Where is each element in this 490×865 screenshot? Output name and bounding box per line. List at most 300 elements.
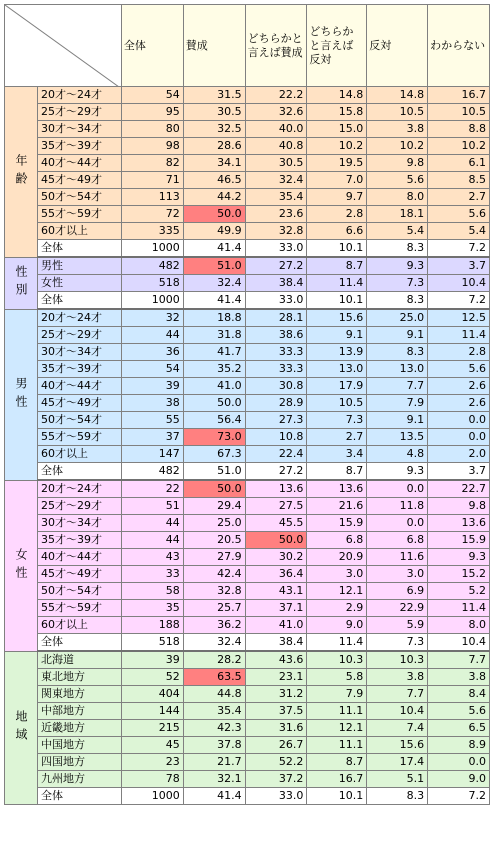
value-cell: 8.0 [428,617,490,634]
diagonal-line [5,5,119,87]
value-cell: 43.1 [245,583,307,600]
value-cell: 15.6 [307,309,367,327]
value-cell: 30.5 [183,104,245,121]
value-cell: 43.6 [245,651,307,669]
value-cell: 2.0 [428,446,490,463]
value-cell: 21.6 [307,498,367,515]
value-cell: 32.4 [183,634,245,652]
header-row [5,5,490,87]
value-cell: 42.4 [183,566,245,583]
row-label: 関東地方 [38,686,122,703]
value-cell: 5.6 [367,172,428,189]
value-cell: 9.1 [367,327,428,344]
value-cell: 54 [121,361,183,378]
value-cell: 41.4 [183,240,245,258]
value-cell: 52 [121,669,183,686]
value-cell: 82 [121,155,183,172]
value-cell: 13.6 [428,515,490,532]
survey-table-container [4,4,490,805]
value-cell: 23 [121,754,183,771]
value-cell: 2.6 [428,395,490,412]
value-cell: 8.7 [307,463,367,481]
row-label: 東北地方 [38,669,122,686]
value-cell: 25.7 [183,600,245,617]
value-cell: 22.2 [245,87,307,104]
table-row [5,104,490,121]
table-total-row [5,292,490,310]
value-cell: 9.7 [307,189,367,206]
value-cell: 215 [121,720,183,737]
value-cell: 14.8 [307,87,367,104]
table-row [5,566,490,583]
value-cell: 32.8 [183,583,245,600]
table-row [5,600,490,617]
table-total-row [5,240,490,258]
row-label: 全体 [38,463,122,481]
survey-table [4,4,490,805]
value-cell: 34.1 [183,155,245,172]
value-cell: 5.1 [367,771,428,788]
value-cell: 38.4 [245,275,307,292]
value-cell: 55 [121,412,183,429]
value-cell: 37.2 [245,771,307,788]
value-cell: 45.5 [245,515,307,532]
value-cell: 33.3 [245,344,307,361]
value-cell: 25.0 [367,309,428,327]
value-cell: 5.8 [307,669,367,686]
value-cell: 15.6 [367,737,428,754]
group-label-region: 地域 [5,651,38,805]
value-cell: 4.8 [367,446,428,463]
highlighted-cell: 50.0 [245,532,307,549]
value-cell: 36 [121,344,183,361]
value-cell: 11.8 [367,498,428,515]
value-cell: 44 [121,327,183,344]
value-cell: 7.7 [367,686,428,703]
value-cell: 15.9 [307,515,367,532]
value-cell: 13.9 [307,344,367,361]
row-label: 50才～54才 [38,412,122,429]
value-cell: 42.3 [183,720,245,737]
value-cell: 12.1 [307,720,367,737]
value-cell: 8.9 [428,737,490,754]
value-cell: 44 [121,532,183,549]
row-label: 50才～54才 [38,583,122,600]
value-cell: 11.4 [428,600,490,617]
value-cell: 36.2 [183,617,245,634]
table-row [5,155,490,172]
value-cell: 3.8 [367,669,428,686]
row-label: 60才以上 [38,617,122,634]
value-cell: 518 [121,275,183,292]
value-cell: 22 [121,480,183,498]
value-cell: 50.0 [183,395,245,412]
value-cell: 32.1 [183,771,245,788]
col-header-agree: 賛成 [183,5,245,87]
value-cell: 0.0 [367,515,428,532]
value-cell: 5.4 [367,223,428,240]
value-cell: 5.6 [428,703,490,720]
row-label: 全体 [38,788,122,805]
value-cell: 56.4 [183,412,245,429]
value-cell: 15.0 [307,121,367,138]
value-cell: 10.5 [428,104,490,121]
value-cell: 35 [121,600,183,617]
value-cell: 35.4 [183,703,245,720]
value-cell: 20.5 [183,532,245,549]
value-cell: 10.5 [307,395,367,412]
table-row [5,361,490,378]
table-row [5,737,490,754]
value-cell: 32.4 [183,275,245,292]
row-label: 55才～59才 [38,429,122,446]
value-cell: 9.8 [367,155,428,172]
row-label: 40才～44才 [38,155,122,172]
value-cell: 8.8 [428,121,490,138]
row-label: 25才～29才 [38,327,122,344]
value-cell: 9.1 [307,327,367,344]
value-cell: 27.5 [245,498,307,515]
value-cell: 10.3 [307,651,367,669]
value-cell: 32 [121,309,183,327]
table-row [5,275,490,292]
value-cell: 144 [121,703,183,720]
value-cell: 37.5 [245,703,307,720]
table-row [5,87,490,104]
col-header-disagree: 反対 [367,5,428,87]
value-cell: 10.3 [367,651,428,669]
value-cell: 7.3 [367,634,428,652]
value-cell: 10.2 [307,138,367,155]
value-cell: 7.3 [307,412,367,429]
value-cell: 3.0 [367,566,428,583]
value-cell: 10.2 [428,138,490,155]
value-cell: 7.2 [428,292,490,310]
value-cell: 11.4 [428,327,490,344]
value-cell: 72 [121,206,183,223]
value-cell: 30.8 [245,378,307,395]
table-row [5,446,490,463]
table-row [5,412,490,429]
row-label: 北海道 [38,651,122,669]
value-cell: 7.4 [367,720,428,737]
value-cell: 41.0 [245,617,307,634]
value-cell: 9.8 [428,498,490,515]
value-cell: 54 [121,87,183,104]
value-cell: 3.8 [428,669,490,686]
value-cell: 0.0 [428,754,490,771]
table-row [5,429,490,446]
table-body [5,87,490,805]
value-cell: 8.5 [428,172,490,189]
value-cell: 41.0 [183,378,245,395]
value-cell: 0.0 [367,480,428,498]
table-row [5,327,490,344]
value-cell: 39 [121,378,183,395]
value-cell: 49.9 [183,223,245,240]
value-cell: 25.0 [183,515,245,532]
value-cell: 11.6 [367,549,428,566]
value-cell: 33.3 [245,361,307,378]
value-cell: 5.9 [367,617,428,634]
value-cell: 0.0 [428,412,490,429]
row-label: 60才以上 [38,223,122,240]
value-cell: 518 [121,634,183,652]
value-cell: 9.3 [367,257,428,275]
row-label: 20才～24才 [38,480,122,498]
value-cell: 11.4 [307,634,367,652]
row-label: 60才以上 [38,446,122,463]
value-cell: 9.0 [428,771,490,788]
table-row [5,480,490,498]
row-label: 男性 [38,257,122,275]
value-cell: 17.4 [367,754,428,771]
row-label: 55才～59才 [38,206,122,223]
table-row [5,121,490,138]
value-cell: 15.2 [428,566,490,583]
value-cell: 10.5 [367,104,428,121]
value-cell: 16.7 [428,87,490,104]
table-row [5,771,490,788]
value-cell: 3.8 [367,121,428,138]
table-row [5,309,490,327]
value-cell: 1000 [121,240,183,258]
value-cell: 52.2 [245,754,307,771]
value-cell: 10.4 [428,634,490,652]
col-header-total: 全体 [121,5,183,87]
value-cell: 23.1 [245,669,307,686]
value-cell: 12.1 [307,583,367,600]
value-cell: 38.6 [245,327,307,344]
value-cell: 23.6 [245,206,307,223]
row-label: 中国地方 [38,737,122,754]
value-cell: 10.1 [307,292,367,310]
row-label: 30才～34才 [38,121,122,138]
table-row [5,720,490,737]
row-label: 45才～49才 [38,172,122,189]
value-cell: 2.6 [428,378,490,395]
group-label-male: 男性 [5,309,38,480]
value-cell: 32.8 [245,223,307,240]
value-cell: 6.9 [367,583,428,600]
value-cell: 6.1 [428,155,490,172]
value-cell: 22.9 [367,600,428,617]
value-cell: 335 [121,223,183,240]
value-cell: 33 [121,566,183,583]
value-cell: 15.8 [307,104,367,121]
value-cell: 18.8 [183,309,245,327]
table-total-row [5,634,490,652]
row-label: 25才～29才 [38,104,122,121]
value-cell: 2.8 [307,206,367,223]
col-header-somewhat-agree: どちらかと言えば賛成 [245,5,307,87]
value-cell: 16.7 [307,771,367,788]
value-cell: 32.6 [245,104,307,121]
value-cell: 40.0 [245,121,307,138]
value-cell: 27.9 [183,549,245,566]
value-cell: 1000 [121,788,183,805]
value-cell: 40.8 [245,138,307,155]
value-cell: 9.0 [307,617,367,634]
value-cell: 10.8 [245,429,307,446]
value-cell: 27.2 [245,463,307,481]
value-cell: 31.8 [183,327,245,344]
table-row [5,138,490,155]
value-cell: 8.3 [367,788,428,805]
highlighted-cell: 63.5 [183,669,245,686]
table-row [5,206,490,223]
value-cell: 6.5 [428,720,490,737]
value-cell: 6.8 [367,532,428,549]
value-cell: 78 [121,771,183,788]
row-label: 25才～29才 [38,498,122,515]
value-cell: 8.4 [428,686,490,703]
table-row [5,395,490,412]
value-cell: 7.9 [307,686,367,703]
value-cell: 37.1 [245,600,307,617]
value-cell: 6.8 [307,532,367,549]
value-cell: 38 [121,395,183,412]
table-row [5,669,490,686]
value-cell: 7.2 [428,788,490,805]
value-cell: 10.1 [307,788,367,805]
value-cell: 13.5 [367,429,428,446]
value-cell: 7.9 [367,395,428,412]
table-total-row [5,463,490,481]
value-cell: 3.7 [428,257,490,275]
value-cell: 9.3 [367,463,428,481]
value-cell: 2.7 [307,429,367,446]
value-cell: 20.9 [307,549,367,566]
value-cell: 17.9 [307,378,367,395]
value-cell: 15.9 [428,532,490,549]
value-cell: 5.6 [428,206,490,223]
value-cell: 13.0 [307,361,367,378]
value-cell: 19.5 [307,155,367,172]
value-cell: 35.2 [183,361,245,378]
table-row [5,651,490,669]
value-cell: 26.7 [245,737,307,754]
value-cell: 21.7 [183,754,245,771]
value-cell: 41.4 [183,788,245,805]
table-row [5,223,490,240]
value-cell: 31.2 [245,686,307,703]
value-cell: 8.3 [367,344,428,361]
table-row [5,172,490,189]
value-cell: 27.3 [245,412,307,429]
row-label: 女性 [38,275,122,292]
row-label: 20才～24才 [38,87,122,104]
value-cell: 2.8 [428,344,490,361]
highlighted-cell: 50.0 [183,206,245,223]
value-cell: 7.3 [367,275,428,292]
row-label: 40才～44才 [38,378,122,395]
value-cell: 51 [121,498,183,515]
value-cell: 28.2 [183,651,245,669]
value-cell: 188 [121,617,183,634]
value-cell: 7.2 [428,240,490,258]
value-cell: 80 [121,121,183,138]
value-cell: 10.2 [367,138,428,155]
row-label: 35才～39才 [38,532,122,549]
value-cell: 13.0 [367,361,428,378]
value-cell: 404 [121,686,183,703]
table-row [5,754,490,771]
value-cell: 482 [121,257,183,275]
value-cell: 35.4 [245,189,307,206]
value-cell: 28.1 [245,309,307,327]
value-cell: 11.4 [307,275,367,292]
row-label: 30才～34才 [38,344,122,361]
value-cell: 11.1 [307,737,367,754]
value-cell: 32.4 [245,172,307,189]
value-cell: 147 [121,446,183,463]
value-cell: 33.0 [245,788,307,805]
table-row [5,515,490,532]
value-cell: 39 [121,651,183,669]
table-row [5,498,490,515]
value-cell: 8.7 [307,257,367,275]
value-cell: 10.4 [428,275,490,292]
value-cell: 8.3 [367,240,428,258]
value-cell: 44.8 [183,686,245,703]
value-cell: 10.4 [367,703,428,720]
value-cell: 18.1 [367,206,428,223]
row-label: 40才～44才 [38,549,122,566]
value-cell: 3.0 [307,566,367,583]
row-label: 45才～49才 [38,395,122,412]
row-label: 中部地方 [38,703,122,720]
value-cell: 58 [121,583,183,600]
row-label: 近畿地方 [38,720,122,737]
value-cell: 44.2 [183,189,245,206]
value-cell: 22.4 [245,446,307,463]
value-cell: 41.7 [183,344,245,361]
table-row [5,686,490,703]
value-cell: 1000 [121,292,183,310]
value-cell: 10.1 [307,240,367,258]
table-row [5,189,490,206]
value-cell: 28.6 [183,138,245,155]
value-cell: 8.7 [307,754,367,771]
value-cell: 36.4 [245,566,307,583]
row-label: 全体 [38,292,122,310]
value-cell: 51.0 [183,463,245,481]
row-label: 35才～39才 [38,138,122,155]
table-row [5,257,490,275]
value-cell: 14.8 [367,87,428,104]
value-cell: 5.6 [428,361,490,378]
value-cell: 41.4 [183,292,245,310]
value-cell: 27.2 [245,257,307,275]
table-row [5,549,490,566]
value-cell: 0.0 [428,429,490,446]
value-cell: 45 [121,737,183,754]
row-label: 35才～39才 [38,361,122,378]
value-cell: 7.7 [428,651,490,669]
value-cell: 37.8 [183,737,245,754]
value-cell: 5.4 [428,223,490,240]
value-cell: 9.1 [367,412,428,429]
group-label-sex: 性別 [5,257,38,309]
value-cell: 3.4 [307,446,367,463]
value-cell: 482 [121,463,183,481]
value-cell: 8.3 [367,292,428,310]
value-cell: 37 [121,429,183,446]
table-total-row [5,788,490,805]
value-cell: 6.6 [307,223,367,240]
highlighted-cell: 50.0 [183,480,245,498]
